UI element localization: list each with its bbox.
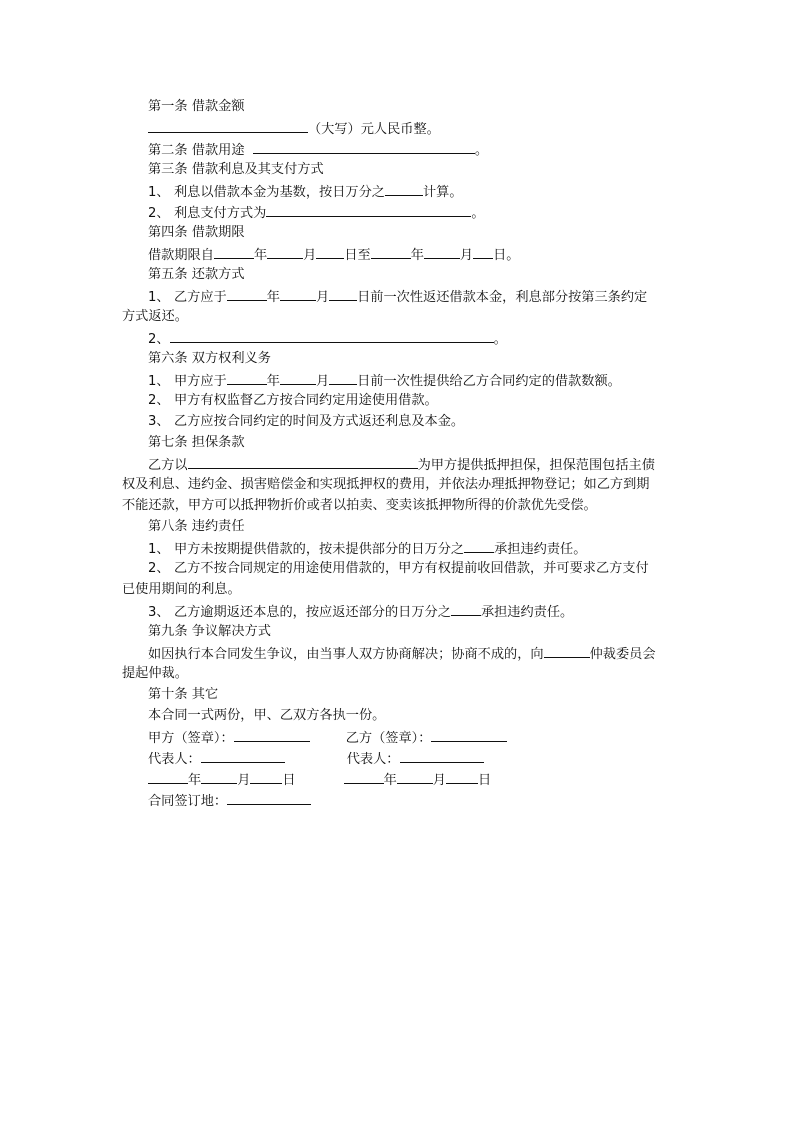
article-title: 第一条 借款金额 xyxy=(148,99,245,114)
article-6-item-3 xyxy=(122,413,708,431)
article-5-item-1 xyxy=(122,287,708,307)
rep-a-blank[interactable] xyxy=(201,749,285,763)
item-text: 方式返还。 xyxy=(122,309,188,324)
article-9-title xyxy=(122,623,708,641)
item-number: 2、 xyxy=(148,332,170,347)
article-10-title xyxy=(122,686,708,704)
article-2 xyxy=(122,140,708,160)
item-text: 乙方不按合同规定的用途使用借款的，甲方有权提前收回借款，并可要求乙方支付 xyxy=(174,561,649,576)
article-9-line-2 xyxy=(122,665,682,683)
item-text: 仲裁委员会 xyxy=(589,647,656,662)
start-day-blank[interactable] xyxy=(316,245,344,259)
article-3-item-2 xyxy=(122,203,708,223)
item-text: 乙方应按合同约定的时间及方式返还利息及本金。 xyxy=(174,414,465,429)
item-text: 提起仲裁。 xyxy=(122,666,188,681)
signature-row xyxy=(122,728,708,748)
year-label: 年 xyxy=(383,773,397,788)
month-label: 月 xyxy=(315,290,330,305)
article-7-title xyxy=(122,434,708,452)
article-8-item-1 xyxy=(122,539,708,559)
item-number: 2、 xyxy=(148,393,170,408)
signing-place-row xyxy=(122,791,708,811)
item-number: 2、 xyxy=(148,206,170,221)
repay-year-blank[interactable] xyxy=(227,287,267,301)
article-6-title xyxy=(122,350,708,368)
start-year-blank[interactable] xyxy=(214,245,254,259)
item-number: 1、 xyxy=(148,542,170,557)
item-text: 为甲方提供抵押担保，担保范围包括主债 xyxy=(417,458,655,473)
representative-row xyxy=(122,749,708,769)
article-title: 第二条 借款用途 xyxy=(148,143,245,158)
item-text: 不能还款，甲方可以抵押物折价或者以拍卖、变卖该抵押物所得的价款优先受偿。 xyxy=(122,498,597,513)
item-text: 乙方应于 xyxy=(174,290,227,305)
article-title: 第三条 借款利息及其支付方式 xyxy=(148,162,324,177)
article-title: 第八条 违约责任 xyxy=(148,519,245,534)
item-number: 3、 xyxy=(148,414,170,429)
article-4-title xyxy=(122,224,708,242)
year-label: 年 xyxy=(253,248,268,263)
item-text: 日前一次性返还借款本金，利息部分按第三条约定 xyxy=(357,290,648,305)
day-label: 日 xyxy=(477,773,492,788)
article-title: 第四条 借款期限 xyxy=(148,225,245,240)
item-text: 甲方应于 xyxy=(174,374,227,389)
article-5-title xyxy=(122,266,708,284)
article-1-title xyxy=(122,98,708,116)
party-b-label: 乙方（签章）： xyxy=(345,731,432,746)
article-8-item-2-cont xyxy=(122,581,682,599)
article-title: 第九条 争议解决方式 xyxy=(148,624,271,639)
item-text: 已使用期间的利息。 xyxy=(122,582,241,597)
punct: 。 xyxy=(493,332,507,347)
party-b-seal-blank[interactable] xyxy=(431,728,507,742)
arbitration-blank[interactable] xyxy=(544,644,590,658)
article-title: 第六条 双方权利义务 xyxy=(148,351,271,366)
article-6-item-1 xyxy=(122,371,708,391)
penalty-rate-a-blank[interactable] xyxy=(464,539,494,553)
provide-year-blank[interactable] xyxy=(227,371,267,385)
item-number: 1、 xyxy=(148,374,170,389)
item-text: 借款期限自 xyxy=(148,248,214,263)
item-text: 日前一次性提供给乙方合同约定的借款数额。 xyxy=(357,374,621,389)
article-7-line-2 xyxy=(122,476,682,494)
month-label: 月 xyxy=(303,248,317,263)
article-5-item-1-cont xyxy=(122,308,682,326)
punct: 。 xyxy=(474,143,489,158)
article-9-line-1 xyxy=(122,644,708,664)
collateral-blank[interactable] xyxy=(188,455,418,469)
article-8-item-3 xyxy=(122,602,708,622)
article-title: 第五条 还款方式 xyxy=(148,267,245,282)
year-label: 年 xyxy=(410,248,424,263)
rep-b-label: 代表人： xyxy=(346,752,400,767)
payment-method-blank[interactable] xyxy=(266,203,471,217)
repay-day-blank[interactable] xyxy=(329,287,357,301)
article-4-body xyxy=(122,245,708,265)
month-label: 月 xyxy=(432,773,446,788)
end-year-blank[interactable] xyxy=(371,245,411,259)
article-title: 第七条 担保条款 xyxy=(148,435,245,450)
item-text: 如因执行本合同发生争议，由当事人双方协商解决；协商不成的，向 xyxy=(148,647,544,662)
day-label: 日。 xyxy=(493,248,520,263)
party-a-seal-blank[interactable] xyxy=(234,728,310,742)
rate-blank[interactable] xyxy=(385,182,423,196)
date-row xyxy=(122,770,708,790)
item-number: 1、 xyxy=(148,185,170,200)
a-year-blank[interactable] xyxy=(148,770,188,784)
item-text: 利息以借款本金为基数，按日万分之 xyxy=(174,185,385,200)
day-label: 日 xyxy=(282,773,296,788)
article-3-item-1 xyxy=(122,182,708,202)
punct: 。 xyxy=(471,206,485,221)
month-label: 月 xyxy=(459,248,474,263)
month-label: 月 xyxy=(237,773,251,788)
item-text: 权及利息、违约金、损害赔偿金和实现抵押权的费用，并依法办理抵押物登记；如乙方到期 xyxy=(122,477,650,492)
year-label: 年 xyxy=(266,374,280,389)
penalty-rate-b-blank[interactable] xyxy=(451,602,481,616)
provide-month-blank[interactable] xyxy=(280,371,316,385)
repay-month-blank[interactable] xyxy=(280,287,316,301)
item-text: 乙方逾期返还本息的，按应返还部分的日万分之 xyxy=(174,605,451,620)
month-label: 月 xyxy=(315,374,330,389)
end-day-blank[interactable] xyxy=(473,245,493,259)
a-day-blank[interactable] xyxy=(250,770,282,784)
article-8-item-2 xyxy=(122,560,708,578)
item-number: 2、 xyxy=(148,561,170,576)
rep-b-blank[interactable] xyxy=(400,749,484,763)
item-text: 计算。 xyxy=(423,185,463,200)
start-month-blank[interactable] xyxy=(267,245,303,259)
item-number: 3、 xyxy=(148,605,170,620)
item-text: 承担违约责任。 xyxy=(480,605,574,620)
party-a-label: 甲方（签章）： xyxy=(148,731,234,746)
b-year-blank[interactable] xyxy=(344,770,384,784)
article-5-item-2 xyxy=(122,329,708,349)
year-label: 年 xyxy=(188,773,202,788)
article-1-body xyxy=(122,119,708,139)
amount-blank[interactable] xyxy=(148,119,308,133)
signing-place-label: 合同签订地： xyxy=(148,794,228,809)
provide-day-blank[interactable] xyxy=(329,371,357,385)
purpose-blank[interactable] xyxy=(253,140,475,154)
article-title: 第十条 其它 xyxy=(148,687,219,702)
article-7-line-1 xyxy=(122,455,708,475)
end-month-blank[interactable] xyxy=(424,245,460,259)
article-3-title xyxy=(122,161,708,179)
b-month-blank[interactable] xyxy=(397,770,433,784)
item-text: 甲方未按期提供借款的，按未提供部分的日万分之 xyxy=(174,542,465,557)
item-text: 承担违约责任。 xyxy=(494,542,587,557)
signing-place-blank[interactable] xyxy=(227,791,311,805)
b-day-blank[interactable] xyxy=(446,770,478,784)
article-7-line-3 xyxy=(122,497,682,515)
amount-suffix: （大写）元人民币整。 xyxy=(308,122,440,137)
item-text: 利息支付方式为 xyxy=(174,206,267,221)
item-text: 乙方以 xyxy=(148,458,188,473)
year-label: 年 xyxy=(266,290,280,305)
repay-other-blank[interactable] xyxy=(170,329,494,343)
item-text: 本合同一式两份，甲、乙双方各执一份。 xyxy=(148,708,386,723)
rep-a-label: 代表人： xyxy=(148,752,201,767)
article-6-item-2 xyxy=(122,392,708,410)
article-8-title xyxy=(122,518,708,536)
day-label: 日至 xyxy=(344,248,371,263)
article-10-body xyxy=(122,707,708,725)
item-number: 1、 xyxy=(148,290,170,305)
a-month-blank[interactable] xyxy=(201,770,237,784)
item-text: 甲方有权监督乙方按合同约定用途使用借款。 xyxy=(174,393,438,408)
